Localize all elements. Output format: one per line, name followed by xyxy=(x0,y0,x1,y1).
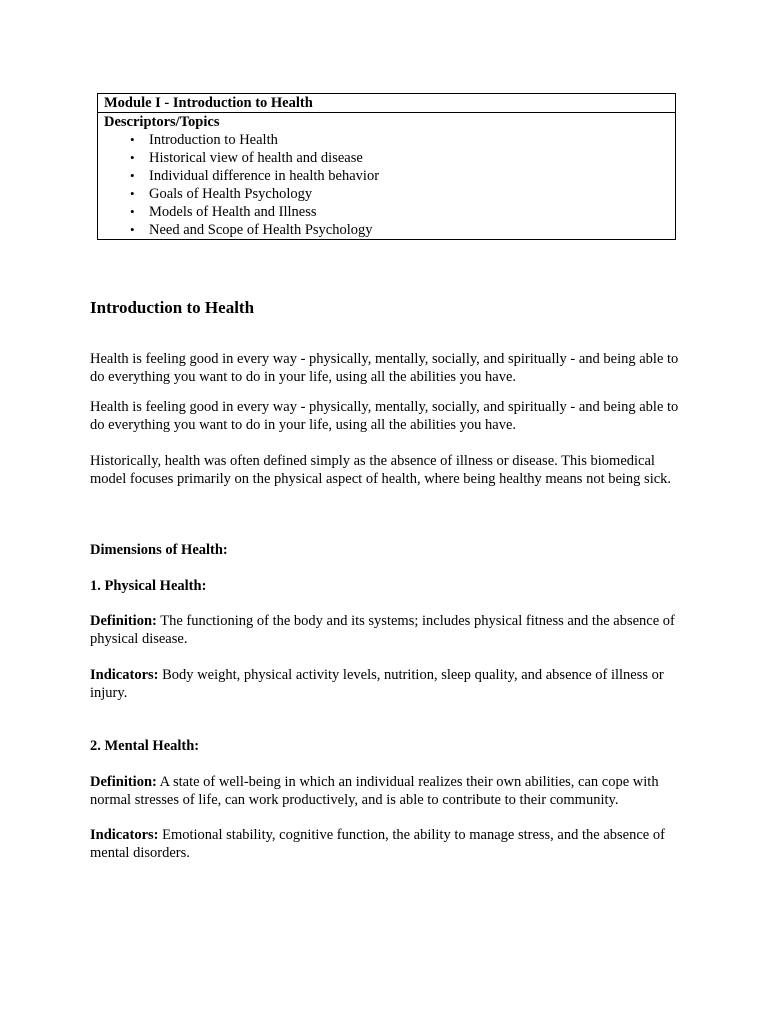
module-body xyxy=(98,113,675,239)
bullet-icon: • xyxy=(130,168,135,183)
mental-indicators xyxy=(90,826,680,862)
bullet-icon: • xyxy=(130,150,135,165)
bullet-icon: • xyxy=(130,204,135,219)
definition-label: Definition: xyxy=(90,613,157,629)
bullet-icon: • xyxy=(130,132,135,147)
bullet-icon: • xyxy=(130,186,135,201)
mental-health-heading: 2. Mental Health: xyxy=(90,738,200,754)
physical-definition xyxy=(90,612,680,648)
definition-text: A state of well-being in which an individual realizes their own abilities, can cope with normal stresses of life, can work productively, and is able to contribute to their community. xyxy=(90,774,659,808)
list-item xyxy=(104,203,669,221)
definition-text: The functioning of the body and its systems; includes physical fitness and the absence of physical disease. xyxy=(90,613,675,647)
module-table xyxy=(97,93,676,240)
list-item xyxy=(104,185,669,203)
physical-indicators xyxy=(90,666,680,702)
dimensions-heading: Dimensions of Health: xyxy=(90,542,228,558)
indicators-label: Indicators: xyxy=(90,667,159,683)
topic-label: Individual difference in health behavior xyxy=(149,168,380,184)
topic-label: Goals of Health Psychology xyxy=(149,186,313,202)
intro-paragraph-2: Health is feeling good in every way - physically, mentally, socially, and spiritually - and being able to do everything you want to do in your life, using all the abilities you have. xyxy=(90,399,679,433)
list-item xyxy=(104,221,669,239)
history-paragraph: Historically, health was often defined simply as the absence of illness or disease. This biomedical model focuses primarily on the physical aspect of health, where being healthy means not being sick. xyxy=(90,453,672,487)
list-item xyxy=(104,131,669,149)
list-item xyxy=(104,149,669,167)
indicators-text: Emotional stability, cognitive function, the ability to manage stress, and the absence of mental disorders. xyxy=(90,827,665,861)
bullet-icon: • xyxy=(130,222,135,237)
list-item xyxy=(104,167,669,185)
topics-list xyxy=(104,131,669,239)
intro-heading: Introduction to Health xyxy=(90,298,255,317)
topic-label: Historical view of health and disease xyxy=(149,150,363,166)
definition-label: Definition: xyxy=(90,774,157,790)
mental-definition xyxy=(90,773,680,809)
intro-paragraph-1: Health is feeling good in every way - physically, mentally, socially, and spiritually - and being able to do everything you want to do in your life, using all the abilities you have. xyxy=(90,351,679,385)
descriptors-label: Descriptors/Topics xyxy=(104,114,220,130)
topic-label: Models of Health and Illness xyxy=(149,204,317,220)
indicators-text: Body weight, physical activity levels, nutrition, sleep quality, and absence of illness or injury. xyxy=(90,667,664,701)
indicators-label: Indicators: xyxy=(90,827,159,843)
topic-label: Introduction to Health xyxy=(149,132,278,148)
physical-health-heading: 1. Physical Health: xyxy=(90,578,207,594)
module-title: Module I - Introduction to Health xyxy=(98,94,675,113)
topic-label: Need and Scope of Health Psychology xyxy=(149,222,373,238)
